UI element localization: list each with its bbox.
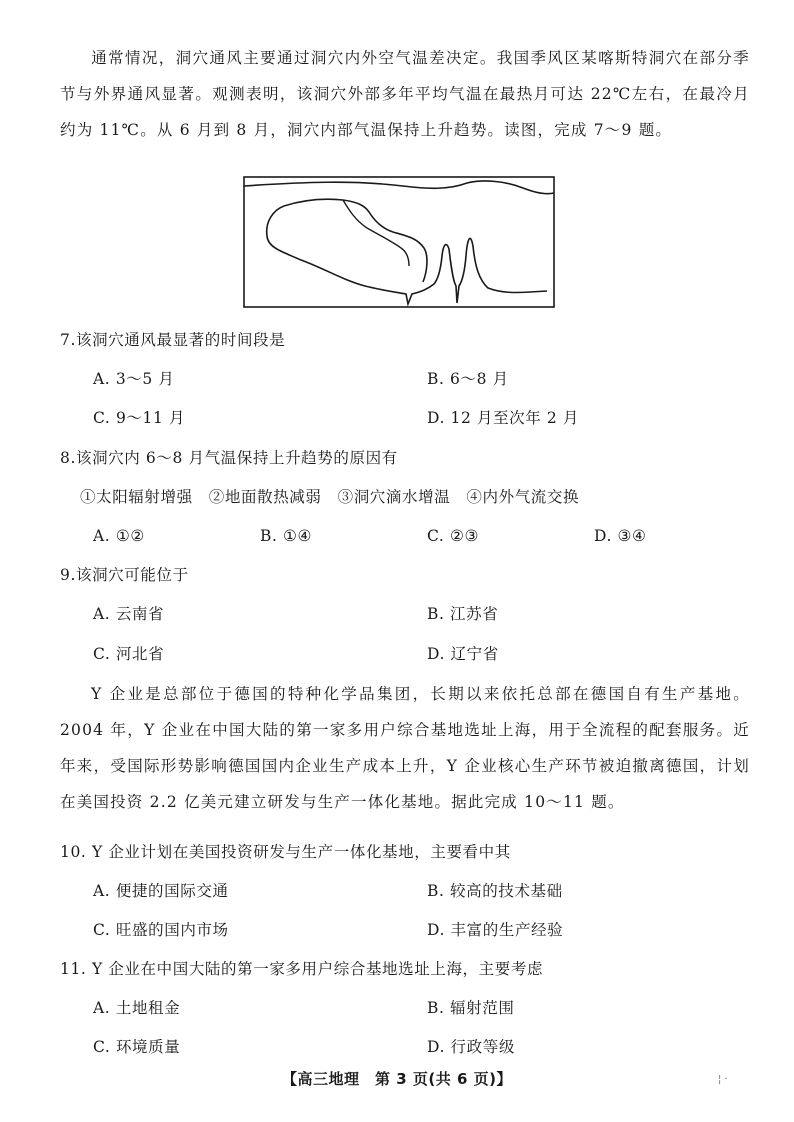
figure-frame bbox=[244, 177, 554, 307]
q10-option-b[interactable]: B. 较高的技术基础 bbox=[427, 882, 563, 900]
q11-option-c[interactable]: C. 环境质量 bbox=[93, 1038, 181, 1056]
q10-option-d[interactable]: D. 丰富的生产经验 bbox=[427, 921, 564, 939]
passage-cave bbox=[60, 40, 750, 148]
question-7: 7.该洞穴通风最显著的时间段是 bbox=[60, 331, 286, 349]
cave-roof-line bbox=[244, 181, 554, 194]
page-footer: 【高三地理 第 3 页(共 6 页)】 bbox=[282, 1070, 512, 1088]
corner-mark: ¦ · bbox=[718, 1074, 728, 1085]
q8-option-c[interactable]: C. ②③ bbox=[427, 527, 479, 545]
q10-option-c[interactable]: C. 旺盛的国内市场 bbox=[93, 921, 229, 939]
q8-statements: ①太阳辐射增强 ②地面散热减弱 ③洞穴滴水增温 ④内外气流交换 bbox=[80, 488, 580, 506]
q9-option-a[interactable]: A. 云南省 bbox=[93, 605, 165, 623]
q11-option-b[interactable]: B. 辐射范围 bbox=[427, 999, 515, 1017]
question-10: 10. Y 企业计划在美国投资研发与生产一体化基地，主要看中其 bbox=[60, 843, 511, 861]
q7-option-c[interactable]: C. 9～11 月 bbox=[93, 409, 186, 427]
q11-option-d[interactable]: D. 行政等级 bbox=[427, 1038, 515, 1056]
q9-option-d[interactable]: D. 辽宁省 bbox=[427, 645, 499, 663]
q7-option-a[interactable]: A. 3～5 月 bbox=[93, 370, 175, 388]
question-8: 8.该洞穴内 6～8 月气温保持上升趋势的原因有 bbox=[60, 449, 398, 467]
question-9: 9.该洞穴可能位于 bbox=[60, 566, 189, 584]
q8-option-a[interactable]: A. ①② bbox=[93, 527, 145, 545]
q10-option-a[interactable]: A. 便捷的国际交通 bbox=[93, 882, 229, 900]
cave-passage-line bbox=[284, 199, 427, 282]
q8-option-b[interactable]: B. ①④ bbox=[260, 527, 313, 545]
passage-company-text: Y 企业是总部位于德国的特种化学品集团，长期以来依托总部在德国自有生产基地。2004 年，Y 企业在中国大陆的第一家多用户综合基地选址上海，用于全流程的配套服务。近年来，受国际形势影响德国国内企业生产成本上升，Y 企业核心生产环节被迫撤离德国，计划在美国投资 2.2 亿美元建立研发与生产一体化基地。据此完成 10～11 题。 bbox=[60, 685, 750, 811]
question-11: 11. Y 企业在中国大陆的第一家多用户综合基地选址上海，主要考虑 bbox=[60, 960, 544, 978]
q8-option-d[interactable]: D. ③④ bbox=[594, 527, 647, 545]
q9-option-b[interactable]: B. 江苏省 bbox=[427, 605, 499, 623]
passage-company bbox=[60, 676, 750, 820]
q7-option-d[interactable]: D. 12 月至次年 2 月 bbox=[427, 409, 579, 427]
passage-cave-text: 通常情况，洞穴通风主要通过洞穴内外空气温差决定。我国季风区某喀斯特洞穴在部分季节与外界通风显著。观测表明，该洞穴外部多年平均气温在最热月可达 22℃左右，在最冷月约为 11℃。从 6 月到 8 月，洞穴内部气温保持上升趋势。读图，完成 7～9 题。 bbox=[60, 49, 750, 139]
q9-option-c[interactable]: C. 河北省 bbox=[93, 645, 165, 663]
q7-option-b[interactable]: B. 6～8 月 bbox=[427, 370, 509, 388]
q11-option-a[interactable]: A. 土地租金 bbox=[93, 999, 181, 1017]
cave-cross-section-figure bbox=[243, 176, 555, 308]
